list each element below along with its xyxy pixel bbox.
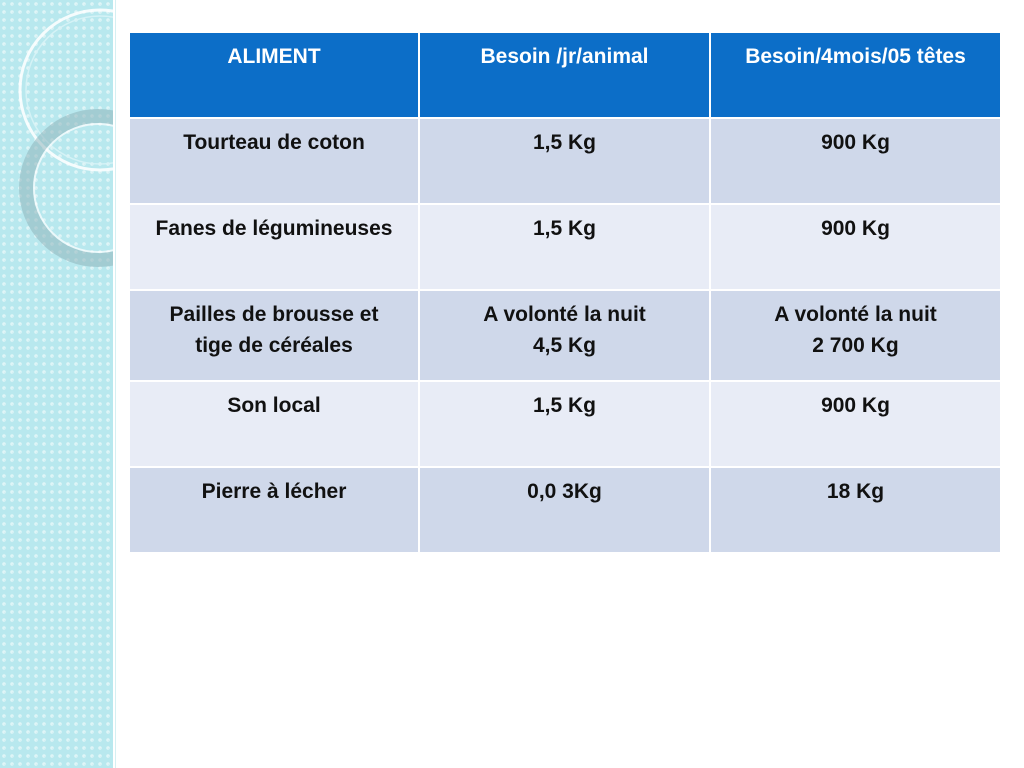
cell-text: 1,5 Kg [532,131,597,154]
cell-text: Tourteau de coton [183,131,365,154]
cell-besoin-jour [419,467,710,553]
cell-text: 2 700 Kg [812,334,899,357]
table-row [129,204,1001,290]
cell-besoin-jour [419,204,710,290]
cell-text: 900 Kg [821,217,890,240]
cell-besoin-jour [419,118,710,204]
table-row [129,290,1001,381]
cell-text: 1,5 Kg [532,217,597,240]
decorative-side-panel [0,0,115,768]
header-besoin-jour: Besoin /jr/animal [419,32,710,118]
cell-text: tige de céréales [195,334,353,357]
cell-besoin-4mois [710,204,1001,290]
table-row [129,467,1001,553]
cell-text: 0,0 3Kg [527,480,602,503]
cell-aliment [129,204,419,290]
table-row [129,381,1001,467]
cell-text: 900 Kg [821,131,890,154]
cell-text: 900 Kg [821,394,890,417]
cell-besoin-jour [419,290,710,381]
table-header-row [129,32,1001,118]
cell-text: Pailles de brousse et [169,303,379,326]
cell-aliment [129,290,419,381]
cell-besoin-jour [419,381,710,467]
header-aliment: ALIMENT [129,32,419,118]
cell-besoin-4mois [710,381,1001,467]
header-besoin-4mois: Besoin/4mois/05 têtes [710,32,1001,118]
feed-requirements-table [128,31,1002,554]
cell-text: A volonté la nuit [483,303,646,326]
cell-aliment [129,381,419,467]
cell-besoin-4mois [710,118,1001,204]
cell-text: 1,5 Kg [532,394,597,417]
table-row [129,118,1001,204]
cell-aliment [129,467,419,553]
cell-text: 4,5 Kg [532,334,597,357]
cell-text: Son local [227,394,321,417]
cell-besoin-4mois [710,290,1001,381]
cell-besoin-4mois [710,467,1001,553]
feed-requirements-table-container [128,31,1000,554]
cell-text: Fanes de légumineuses [155,217,393,240]
decorative-rings-graphic [0,0,113,768]
cell-text: Pierre à lécher [201,480,347,503]
cell-text: A volonté la nuit [774,303,937,326]
cell-aliment [129,118,419,204]
cell-text: 18 Kg [826,480,885,503]
